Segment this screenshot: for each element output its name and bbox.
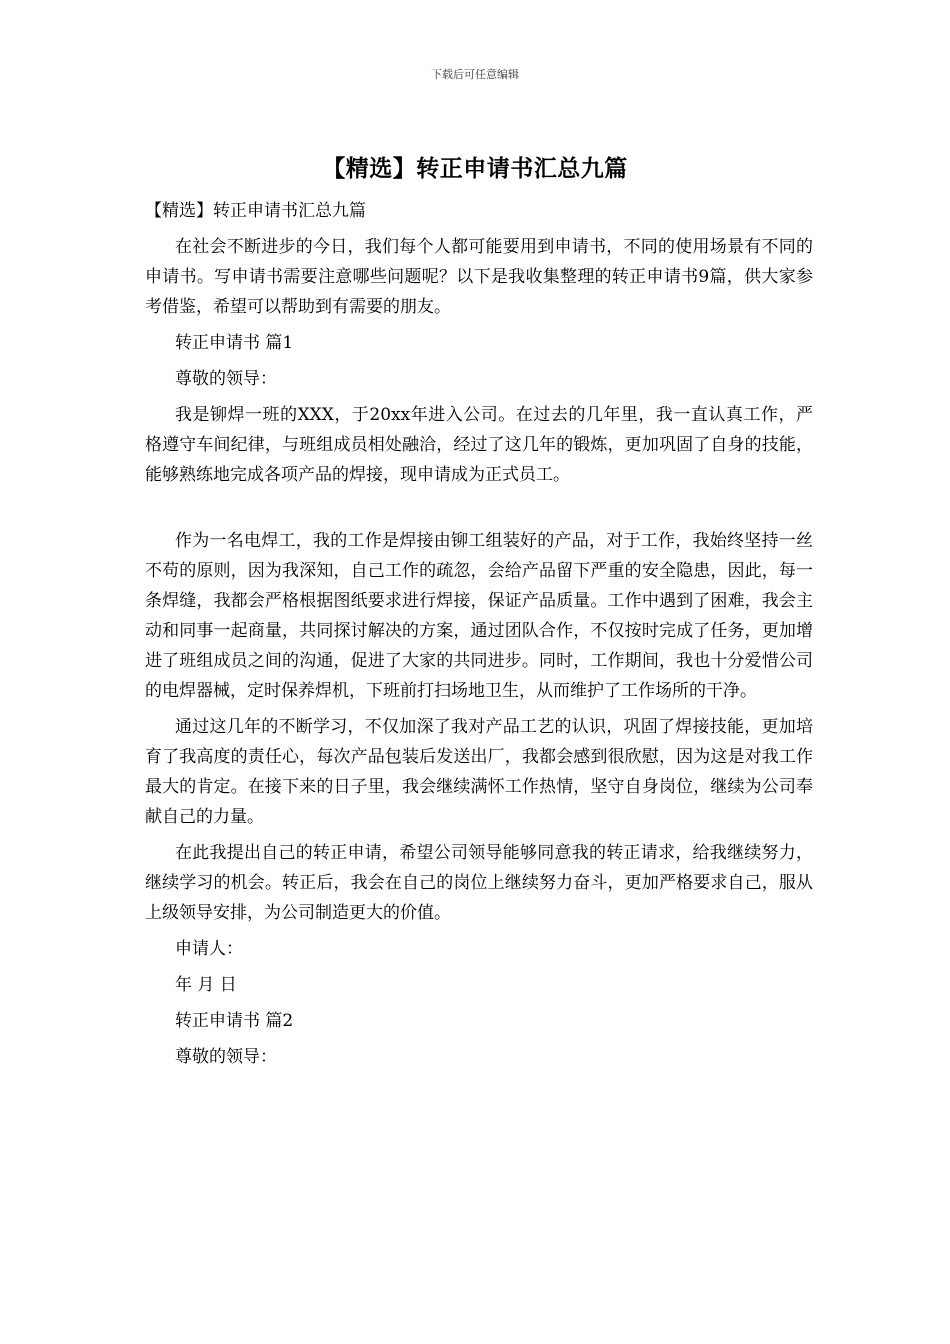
salutation-1: 尊敬的领导： bbox=[175, 369, 277, 389]
subtitle-line: 【精选】转正申请书汇总九篇 bbox=[145, 201, 366, 221]
applicant-line: 申请人： bbox=[175, 939, 243, 959]
document-title: 【精选】转正申请书汇总九篇 bbox=[322, 155, 628, 182]
header-note: 下载后可任意编辑 bbox=[431, 68, 519, 81]
body-paragraph-1: 我是铆焊一班的XXX，于20xx年进入公司。在过去的几年里，我一直认真工作，严格遵守车间纪律，与班组成员相处融洽，经过了这几年的锻炼，更加巩固了自身的技能，能够熟练地完成各项产品的焊接，现申请成为正式员工。 bbox=[145, 405, 813, 485]
section-heading-2: 转正申请书 篇2 bbox=[175, 1011, 294, 1031]
section-heading-1: 转正申请书 篇1 bbox=[175, 333, 294, 353]
salutation-2: 尊敬的领导： bbox=[175, 1047, 277, 1067]
document-body bbox=[145, 196, 813, 1078]
date-line: 年 月 日 bbox=[175, 975, 237, 995]
body-paragraph-3: 通过这几年的不断学习，不仅加深了我对产品工艺的认识，巩固了焊接技能，更加培育了我高度的责任心，每次产品包装后发送出厂，我都会感到很欣慰，因为这是对我工作最大的肯定。在接下来的日子里，我会继续满怀工作热情，坚守自身岗位，继续为公司奉献自己的力量。 bbox=[145, 717, 813, 827]
intro-paragraph: 在社会不断进步的今日，我们每个人都可能要用到申请书，不同的使用场景有不同的申请书。写申请书需要注意哪些问题呢？以下是我收集整理的转正申请书9篇，供大家参考借鉴，希望可以帮助到有需要的朋友。 bbox=[145, 237, 813, 317]
body-paragraph-4: 在此我提出自己的转正申请，希望公司领导能够同意我的转正请求，给我继续努力，继续学习的机会。转正后，我会在自己的岗位上继续努力奋斗，更加严格要求自己，服从上级领导安排，为公司制造更大的价值。 bbox=[145, 843, 813, 923]
body-paragraph-2: 作为一名电焊工，我的工作是焊接由铆工组装好的产品，对于工作，我始终坚持一丝不苟的原则，因为我深知，自己工作的疏忽，会给产品留下严重的安全隐患，因此，每一条焊缝，我都会严格根据图纸要求进行焊接，保证产品质量。工作中遇到了困难，我会主动和同事一起商量，共同探讨解决的方案，通过团队合作，不仅按时完成了任务，更加增进了班组成员之间的沟通，促进了大家的共同进步。同时，工作期间，我也十分爱惜公司的电焊器械，定时保养焊机，下班前打扫场地卫生，从而维护了工作场所的干净。 bbox=[145, 531, 813, 701]
